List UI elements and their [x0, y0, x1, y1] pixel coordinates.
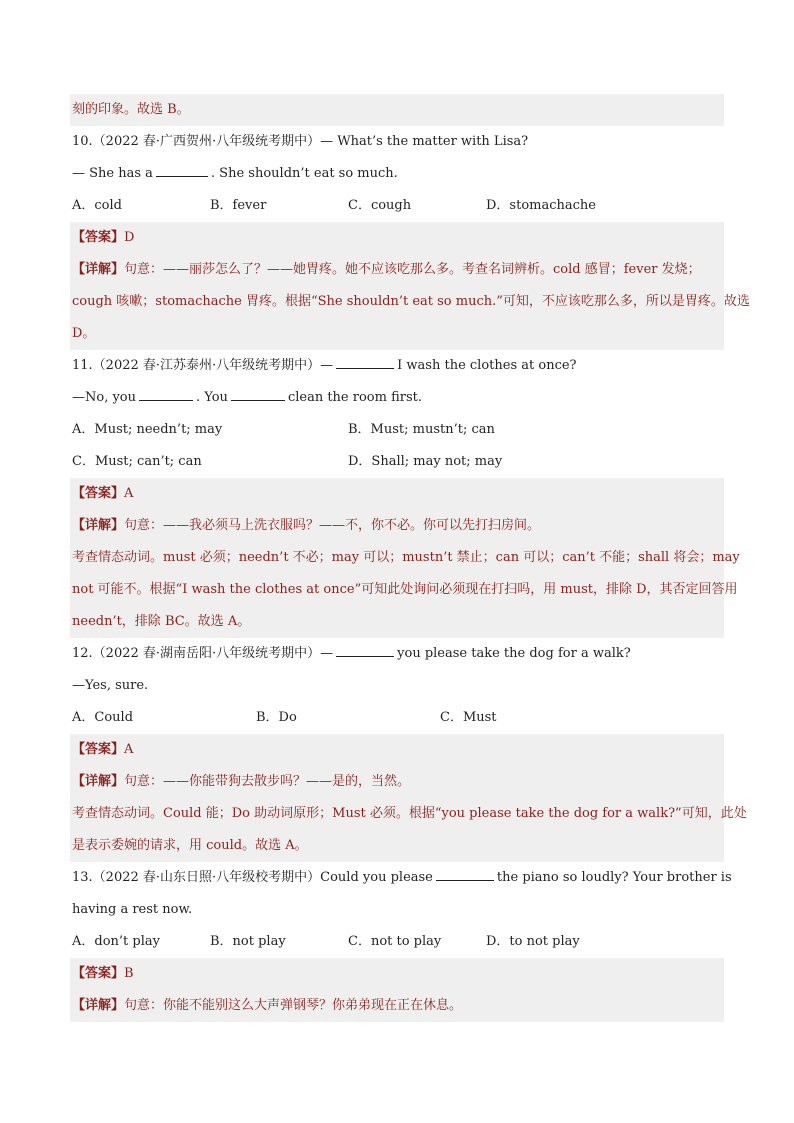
q10-option-b: B．fever — [210, 198, 267, 213]
detail-label: 【详解】 — [72, 998, 125, 1013]
q9-explanation-tail: 刻的印象。故选 B。 — [70, 94, 724, 126]
q12-detail-line-3: 是表示委婉的请求，用 could。故选 A。 — [70, 830, 724, 862]
q13-options — [70, 926, 724, 958]
q11-options-row-2 — [70, 446, 724, 478]
q13-answer-value: B — [124, 966, 134, 981]
q12-answer — [70, 734, 724, 766]
q10-options — [70, 190, 724, 222]
q10-detail-line-2: cough 咳嗽；stomachache 胃疼。根据“She shouldn’t eat so much.”可知，不应该吃那么多，所以是胃疼。故选 — [70, 286, 724, 318]
q10-answer-value: D — [124, 230, 135, 245]
q12-detail-text-1: 句意：——你能带狗去散步吗？——是的，当然。 — [124, 774, 411, 789]
q10-detail-line-3: D。 — [70, 318, 724, 350]
q13-stem-b: the piano so loudly? Your brother is — [496, 870, 732, 885]
q12-stem-b: you please take the dog for a walk? — [397, 646, 631, 661]
q11-line2-a: —No, you — [72, 390, 137, 405]
detail-label: 【详解】 — [72, 774, 125, 789]
q13-option-b: B．not play — [210, 934, 286, 949]
q12-detail-line-2: 考查情态动词。Could 能；Do 助动词原形；Must 必须。根据“you please take the dog for a walk?”可知，此处 — [70, 798, 724, 830]
q13-option-d: D．to not play — [486, 934, 580, 949]
q12-answer-value: A — [124, 742, 134, 757]
q12-option-b: B．Do — [256, 710, 297, 725]
q11-option-c: C．Must; can’t; can — [72, 454, 202, 469]
q11-line2-b: . You — [196, 390, 228, 405]
q11-stem — [70, 350, 724, 382]
answer-label: 【答案】 — [72, 230, 125, 245]
q13-answer — [70, 958, 724, 990]
q12-stem — [70, 638, 724, 670]
q12-detail-line-1 — [70, 766, 724, 798]
answer-blank — [156, 164, 208, 177]
answer-label: 【答案】 — [72, 966, 125, 981]
q13-stem-a: 13.（2022 春·山东日照·八年级校考期中）Could you please — [72, 870, 433, 885]
q13-detail-text-1: 句意：你能不能别这么大声弹钢琴？你弟弟现在正在休息。 — [124, 998, 463, 1013]
q11-line2 — [70, 382, 724, 414]
q11-detail-line-4: needn’t，排除 BC。故选 A。 — [70, 606, 724, 638]
q10-detail-text-1: 句意：——丽莎怎么了？——她胃疼。她不应该吃那么多。考查名词辨析。cold 感冒；fever 发烧； — [124, 262, 701, 277]
q10-line2-b: . She shouldn’t eat so much. — [210, 166, 398, 181]
answer-blank — [336, 644, 394, 657]
q11-detail-line-1 — [70, 510, 724, 542]
q10-line2 — [70, 158, 724, 190]
q10-line2-a: — She has a — [72, 166, 153, 181]
q11-option-d: D．Shall; may not; may — [348, 454, 503, 469]
answer-label: 【答案】 — [72, 742, 125, 757]
q11-line2-c: clean the room first. — [287, 390, 422, 405]
q10-option-a: A．cold — [72, 198, 122, 213]
q10-option-d: D．stomachache — [486, 198, 596, 213]
detail-label: 【详解】 — [72, 262, 125, 277]
q10-stem: 10.（2022 春·广西贺州·八年级统考期中）— What’s the matter with Lisa? — [72, 134, 529, 149]
q11-detail-line-2: 考查情态动词。must 必须；needn’t 不必；may 可以；mustn’t 禁止；can 可以；can’t 不能；shall 将会；may — [70, 542, 724, 574]
q11-options-row-1 — [70, 414, 724, 446]
q12-stem-a: 12.（2022 春·湖南岳阳·八年级统考期中）— — [72, 646, 334, 661]
q11-option-a: A．Must; needn’t; may — [72, 422, 223, 437]
q10-answer — [70, 222, 724, 254]
q10-detail-line-1 — [70, 254, 724, 286]
q12-option-a: A．Could — [72, 710, 134, 725]
answer-label: 【答案】 — [72, 486, 125, 501]
q11-detail-line-3: not 可能不。根据“I wash the clothes at once”可知此处询问必须现在打扫吗，用 must，排除 D，其否定回答用 — [70, 574, 724, 606]
worksheet-page — [70, 94, 750, 1022]
answer-blank — [231, 388, 285, 401]
q11-stem-a: 11.（2022 春·江苏泰州·八年级统考期中）— — [72, 358, 334, 373]
q12-option-c: C．Must — [440, 710, 497, 725]
q12-options — [70, 702, 724, 734]
q11-answer — [70, 478, 724, 510]
q11-option-b: B．Must; mustn’t; can — [348, 422, 495, 437]
q13-option-c: C．not to play — [348, 934, 442, 949]
q11-answer-value: A — [124, 486, 134, 501]
q10-option-c: C．cough — [348, 198, 412, 213]
q12-line2: —Yes, sure. — [72, 678, 149, 693]
q13-option-a: A．don’t play — [72, 934, 160, 949]
q13-detail-line-1 — [70, 990, 724, 1022]
q13-stem — [70, 862, 732, 894]
answer-blank — [139, 388, 193, 401]
answer-blank — [436, 868, 494, 881]
q11-detail-text-1: 句意：——我必须马上洗衣服吗？——不，你不必。你可以先打扫房间。 — [124, 518, 541, 533]
q13-line2: having a rest now. — [72, 902, 193, 917]
detail-label: 【详解】 — [72, 518, 125, 533]
q11-stem-b: I wash the clothes at once? — [397, 358, 577, 373]
answer-blank — [336, 356, 394, 369]
